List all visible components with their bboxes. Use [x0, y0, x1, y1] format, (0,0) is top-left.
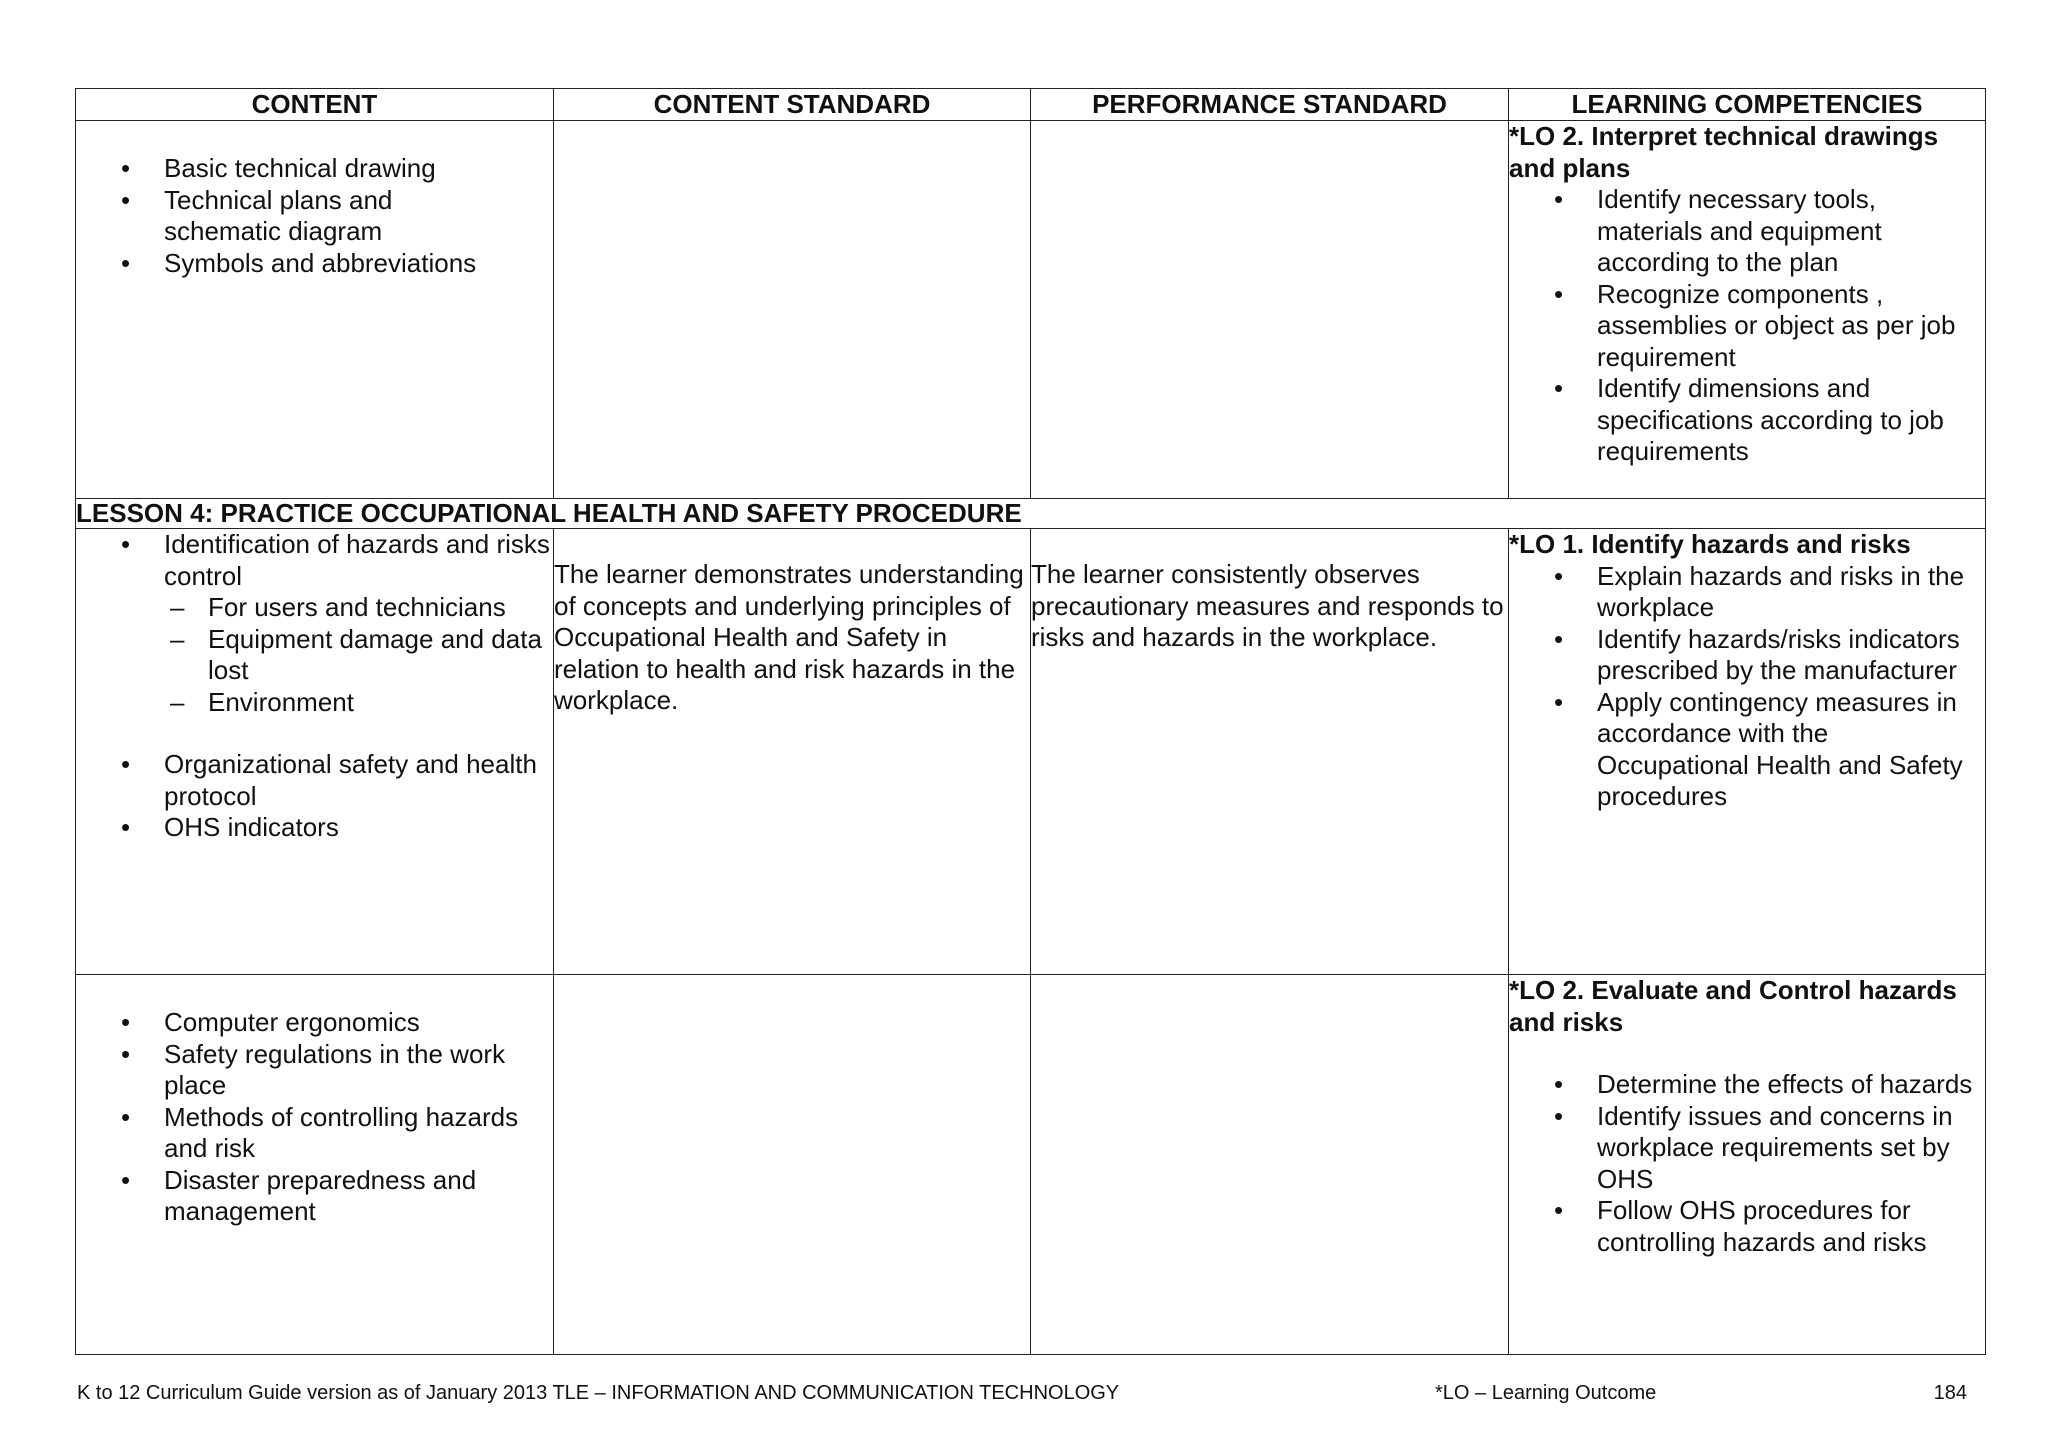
table-row: [76, 975, 1986, 1355]
header-row: [76, 89, 1986, 121]
performance-standard-cell: [1031, 121, 1509, 499]
content-list: [76, 153, 553, 279]
content-list: [76, 529, 553, 592]
sub-list: [76, 592, 553, 718]
lo-title: *LO 2. Interpret technical drawings and plans: [1509, 121, 1939, 183]
list-item: • Identify dimensions and specifications according to job requirements: [1509, 373, 1985, 468]
content-cell: [76, 529, 554, 975]
list-item: • Explain hazards and risks in the workplace: [1509, 561, 1985, 624]
list-item: • Identify hazards/risks indicators prescribed by the manufacturer: [1509, 624, 1985, 687]
lo-title: *LO 1. Identify hazards and risks: [1509, 529, 1911, 559]
page-footer: [77, 1382, 1967, 1412]
list-item: • Computer ergonomics: [76, 1007, 553, 1039]
list-item: • Methods of controlling hazards and risk: [76, 1102, 553, 1165]
performance-standard-cell: [1031, 529, 1509, 975]
footer-lo-note: *LO – Learning Outcome: [1435, 1382, 1657, 1404]
list-item: • Identify issues and concerns in workplace requirements set by OHS: [1509, 1101, 1985, 1196]
header-content: CONTENT: [76, 89, 554, 121]
content-standard-cell: [554, 529, 1031, 975]
list-item: • Technical plans and schematic diagram: [76, 185, 553, 248]
table-row: [76, 529, 1986, 975]
list-item: • OHS indicators: [76, 812, 553, 844]
sub-list-item: – Equipment damage and data lost: [164, 624, 553, 687]
content-list: [76, 1007, 553, 1228]
sub-list-item: – For users and technicians: [164, 592, 553, 624]
content-list: [76, 749, 553, 844]
competencies-list: [1509, 184, 1985, 468]
page-number: 184: [1933, 1382, 1967, 1404]
header-performance-standard: PERFORMANCE STANDARD: [1031, 89, 1509, 121]
list-item: • Symbols and abbreviations: [76, 248, 553, 280]
header-content-standard: CONTENT STANDARD: [554, 89, 1031, 121]
lesson-row: [76, 499, 1986, 529]
list-item-text: Identification of hazards and risks control: [164, 529, 550, 591]
competencies-cell: [1509, 121, 1986, 499]
footer-guide-title: K to 12 Curriculum Guide version as of January 2013 TLE – INFORMATION AND COMMUNICATION TECHNOLOGY: [77, 1382, 1120, 1404]
content-cell: [76, 121, 554, 499]
list-item: • Safety regulations in the work place: [76, 1039, 553, 1102]
list-item: • Identify necessary tools, materials and equipment according to the plan: [1509, 184, 1985, 279]
lesson-title: LESSON 4: PRACTICE OCCUPATIONAL HEALTH AND SAFETY PROCEDURE: [76, 499, 1986, 529]
list-item: [76, 529, 553, 592]
list-item: • Follow OHS procedures for controlling hazards and risks: [1509, 1195, 1985, 1258]
content-standard-cell: [554, 975, 1031, 1355]
content-standard-cell: [554, 121, 1031, 499]
list-item: • Recognize components , assemblies or object as per job requirement: [1509, 279, 1985, 374]
curriculum-table: [75, 88, 1986, 1355]
performance-standard-cell: [1031, 975, 1509, 1355]
sub-list-item: – Environment: [164, 687, 553, 719]
content-standard-text: The learner demonstrates understanding of concepts and underlying principles of Occupational Health and Safety in relation to health and risk hazards in the workplace.: [554, 559, 1024, 715]
header-learning-competencies: LEARNING COMPETENCIES: [1509, 89, 1986, 121]
list-item: • Determine the effects of hazards: [1509, 1069, 1985, 1101]
lo-title: *LO 2. Evaluate and Control hazards and risks: [1509, 975, 1957, 1037]
table-row: [76, 121, 1986, 499]
list-item: • Organizational safety and health protocol: [76, 749, 553, 812]
performance-standard-text: The learner consistently observes precautionary measures and responds to risks and hazards in the workplace.: [1031, 559, 1504, 652]
list-item: • Disaster preparedness and management: [76, 1165, 553, 1228]
content-cell: [76, 975, 554, 1355]
competencies-list: [1509, 561, 1985, 813]
list-item: • Basic technical drawing: [76, 153, 553, 185]
competencies-cell: [1509, 975, 1986, 1355]
list-item: • Apply contingency measures in accordance with the Occupational Health and Safety procedures: [1509, 687, 1985, 813]
competencies-cell: [1509, 529, 1986, 975]
competencies-list: [1509, 1069, 1985, 1258]
